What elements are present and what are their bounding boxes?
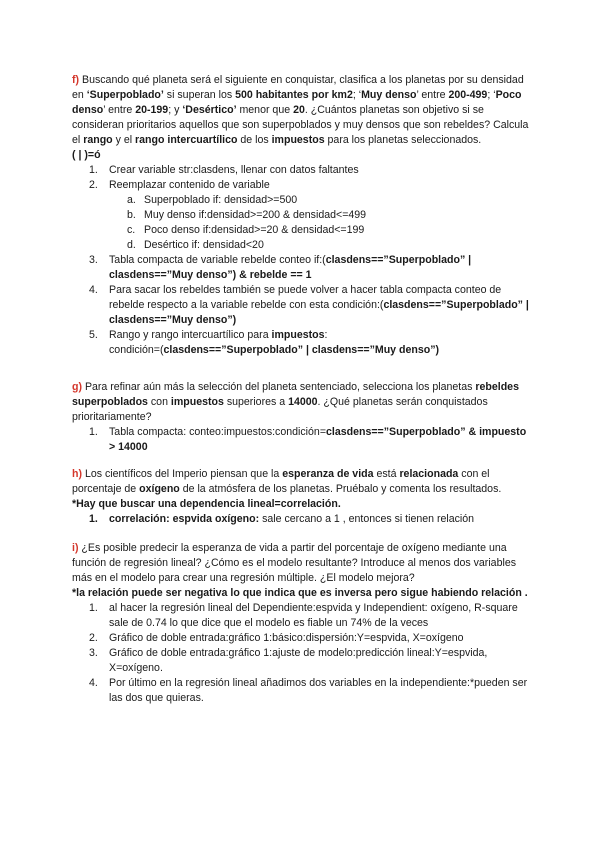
list-item: 1. correlación: espvida oxígeno: sale cercano a 1 , entonces si tienen relación [89, 513, 475, 525]
section-i-steps [72, 601, 532, 706]
section-g [72, 380, 532, 455]
list-item: 5. Rango y rango intercuartílico para impuestos: condición=(clasdens==”Superpoblado” | clasdens==”Muy denso”) [89, 329, 440, 356]
list-item: 1. Tabla compacta: conteo:impuestos:condición=clasdens==”Superpoblado” & impuesto > 14000 [89, 426, 527, 453]
list-item: 2. Reemplazar contenido de variable [89, 179, 270, 191]
list-item: 1. al hacer la regresión lineal del Dependiente:espvida y Independient: oxígeno, R-square sale de 0.74 lo que dice que el modelo es fiable un 74% de la veces [89, 602, 518, 629]
section-f [72, 73, 532, 358]
list-item: a. Superpoblado if: densidad>=500 [127, 194, 298, 206]
list-item: 3. Tabla compacta de variable rebelde conteo if:(clasdens==”Superpoblado” | clasdens==”Muy denso”) & rebelde == 1 [89, 254, 472, 281]
section-i-note: *la relación puede ser negativa lo que indica que es inversa pero sigue habiendo relación . [72, 587, 528, 599]
section-h-steps [72, 512, 532, 527]
section-h-label: h) [72, 468, 82, 480]
section-f-shortcut-note: ( | )=ó [72, 149, 101, 161]
section-h-note: *Hay que buscar una dependencia lineal=correlación. [72, 498, 341, 510]
list-item: 4. Por último en la regresión lineal añadimos dos variables en la independiente:*pueden ser las dos que quieras. [89, 677, 528, 704]
list-item: 2. Gráfico de doble entrada:gráfico 1:básico:dispersión:Y=espvida, X=oxígeno [89, 632, 464, 644]
list-item: 1. Crear variable str:clasdens, llenar con datos faltantes [89, 164, 359, 176]
section-i [72, 541, 532, 706]
section-f-steps [72, 163, 532, 358]
section-g-steps [72, 425, 532, 455]
list-item: 3. Gráfico de doble entrada:gráfico 1:ajuste de modelo:predicción lineal:Y=espvida, X=oxígeno. [89, 647, 488, 674]
list-item: b. Muy denso if:densidad>=200 & densidad<=499 [127, 209, 367, 221]
section-h [72, 467, 532, 527]
section-i-question: i) ¿Es posible predecir la esperanza de vida a partir del porcentaje de oxígeno mediante una función de regresión lineal? ¿Cómo es el modelo resultante? Introduce al menos dos variables más en el modelo para crear una regresión múltiple. ¿El modelo mejora? [72, 542, 517, 584]
section-f-question: f) Buscando qué planeta será el siguiente en conquistar, clasifica a los planetas por su densidad en ‘Superpoblado’ si superan los 500 habitantes por km2; ‘Muy denso’ entre 200-499; ‘Poco denso’ entre 20-199; y ‘Desértico’ menor que 20. ¿Cuántos planetas son objetivo si se consideran prioritarios aquellos que son superpoblados y muy densos que son rebeldes? Calcula el rango y el rango intercuartílico de los impuestos para los planetas seleccionados. [72, 74, 529, 146]
section-g-label: g) [72, 381, 82, 393]
list-item: 4. Para sacar los rebeldes también se puede volver a hacer tabla compacta conteo de rebelde respecto a la variable rebelde con esta condición:(clasdens==”Superpoblado” | clasdens==”Muy denso”) [89, 284, 529, 326]
list-item: d. Desértico if: densidad<20 [127, 239, 264, 251]
section-i-label: i) [72, 542, 79, 554]
section-h-question: h) Los científicos del Imperio piensan que la esperanza de vida está relacionada con el porcentaje de oxígeno de la atmósfera de los planetas. Pruébalo y comenta los resultados. [72, 468, 502, 495]
section-g-question: g) Para refinar aún más la selección del planeta sentenciado, selecciona los planetas rebeldes superpoblados con impuestos superiores a 14000. ¿Qué planetas serán conquistados prioritariamente? [72, 381, 519, 423]
list-item: c. Poco denso if:densidad>=20 & densidad<=199 [127, 224, 365, 236]
section-f-label: f) [72, 74, 80, 86]
